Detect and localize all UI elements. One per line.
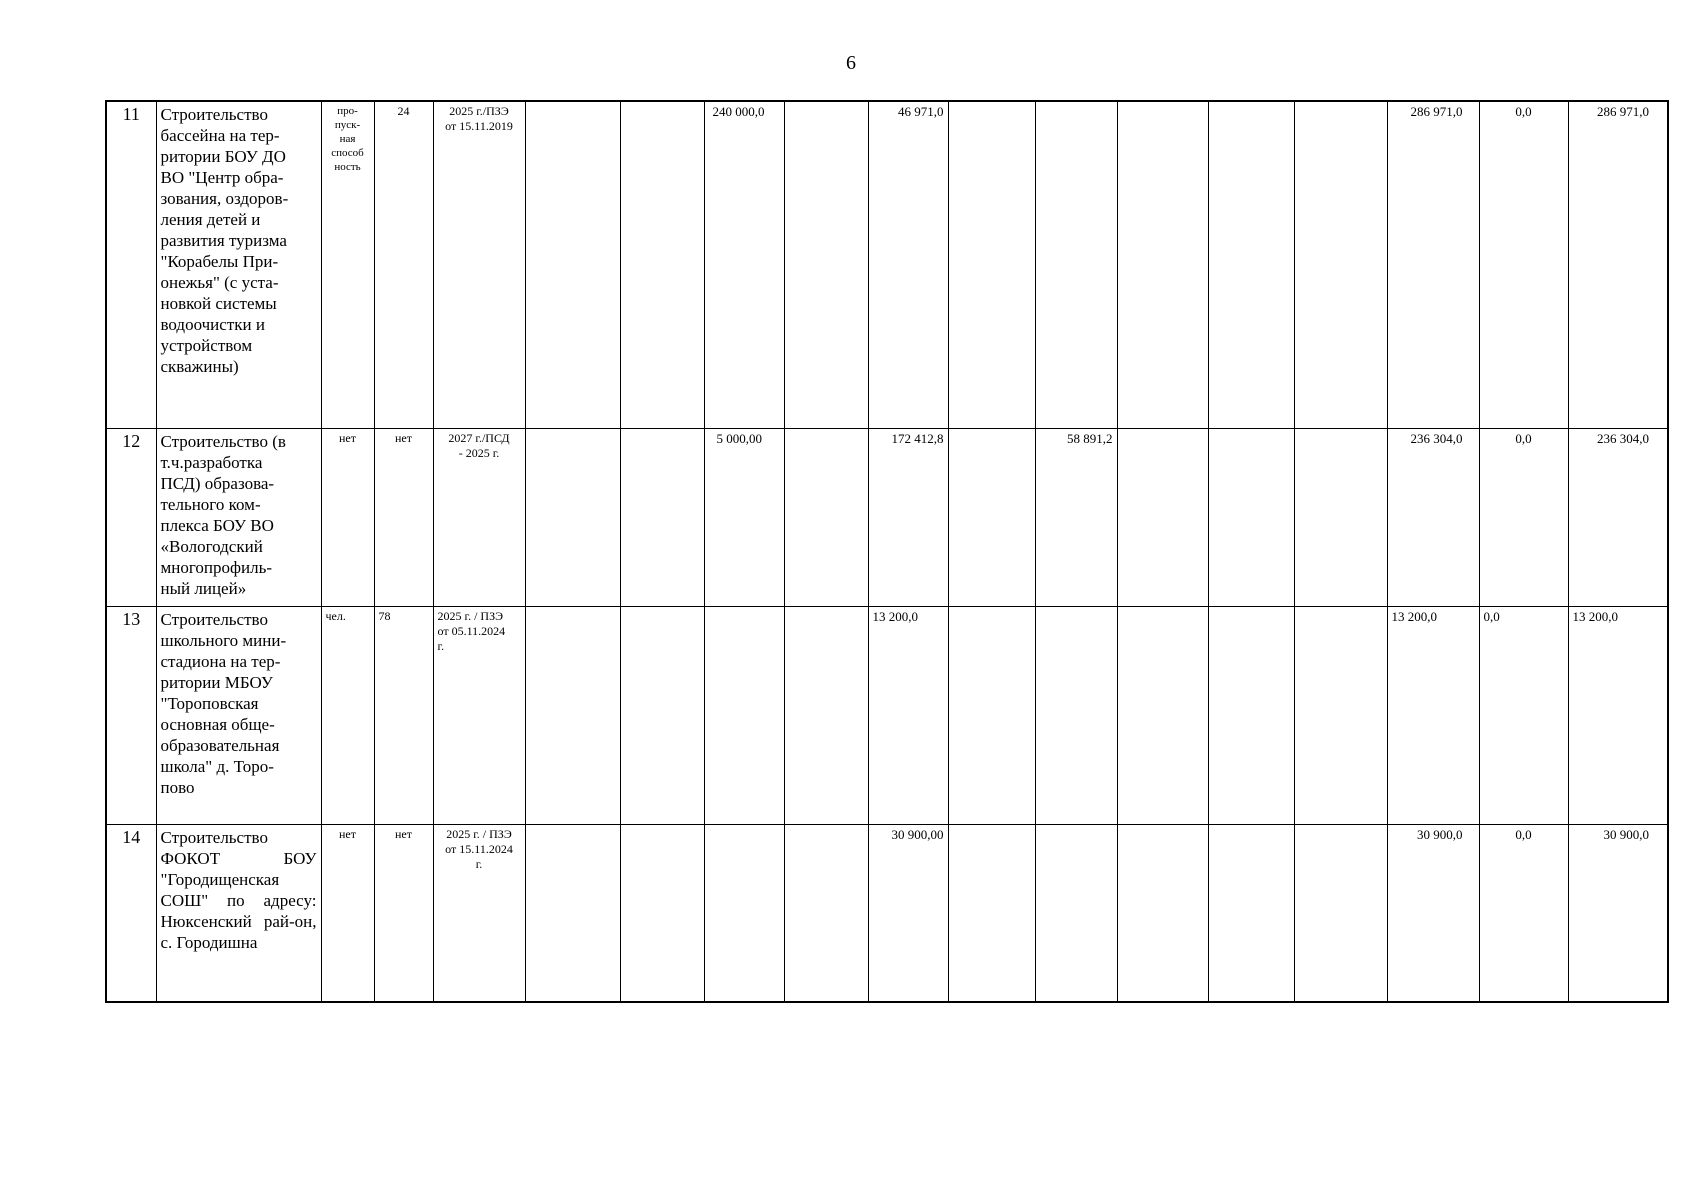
empty-cell [1294,606,1387,824]
amount-c: 58 891,2 [1035,428,1117,606]
completion-period: 2027 г./ПСД - 2025 г. [433,428,525,606]
empty-cell [620,428,704,606]
capacity-unit: нет [321,428,374,606]
completion-period: 2025 г./ПЗЭ от 15.11.2019 [433,101,525,428]
row-number: 12 [106,428,156,606]
capacity-value: нет [374,428,433,606]
row-number: 14 [106,824,156,1002]
object-name: Строительство бассейна на тер- ритории БОУ ДО ВО "Центр обра- зования, оздоров- ления детей и развития туризма "Корабелы При- онежья" (с уста- новкой системы водоочистки и устройством скважины) [156,101,321,428]
amount-a [704,606,784,824]
empty-cell [948,101,1035,428]
total: 30 900,0 [1387,824,1479,1002]
row-number: 11 [106,101,156,428]
row-number: 13 [106,606,156,824]
amount-b: 172 412,8 [868,428,948,606]
amount-b: 30 900,00 [868,824,948,1002]
empty-cell [1294,428,1387,606]
amount-a [704,824,784,1002]
zero-value: 0,0 [1479,824,1568,1002]
empty-cell [620,101,704,428]
table-row [106,101,1668,428]
empty-cell [1117,606,1208,824]
capacity-unit: чел. [321,606,374,824]
empty-cell [1117,101,1208,428]
empty-cell [784,824,868,1002]
capacity-unit: нет [321,824,374,1002]
capacity-value: 24 [374,101,433,428]
empty-cell [784,428,868,606]
total-2: 236 304,0 [1568,428,1668,606]
amount-b: 13 200,0 [868,606,948,824]
empty-cell [1117,824,1208,1002]
empty-cell [1208,824,1294,1002]
amount-c [1035,606,1117,824]
zero-value: 0,0 [1479,428,1568,606]
amount-c [1035,824,1117,1002]
object-name: Строительство школьного мини- стадиона на тер- ритории МБОУ "Тороповская основная обще- образовательная школа" д. Торо- пово [156,606,321,824]
empty-cell [1294,101,1387,428]
object-name: Строительство ФОКОТ БОУ "Городищенская СОШ" по адресу: Нюксенский рай-он, с. Городишна [156,824,321,1002]
zero-value: 0,0 [1479,101,1568,428]
empty-cell [525,101,620,428]
amount-a: 240 000,0 [704,101,784,428]
empty-cell [784,101,868,428]
empty-cell [525,824,620,1002]
empty-cell [948,428,1035,606]
page-number: 6 [846,52,856,74]
empty-cell [1294,824,1387,1002]
empty-cell [620,824,704,1002]
empty-cell [1208,428,1294,606]
completion-period: 2025 г. / ПЗЭ от 15.11.2024 г. [433,824,525,1002]
total-2: 13 200,0 [1568,606,1668,824]
amount-b: 46 971,0 [868,101,948,428]
empty-cell [525,428,620,606]
empty-cell [948,824,1035,1002]
empty-cell [620,606,704,824]
empty-cell [1117,428,1208,606]
empty-cell [1208,606,1294,824]
zero-value: 0,0 [1479,606,1568,824]
amount-c [1035,101,1117,428]
capacity-value: нет [374,824,433,1002]
capacity-unit: про- пуск- ная способ ность [321,101,374,428]
empty-cell [784,606,868,824]
total: 286 971,0 [1387,101,1479,428]
completion-period: 2025 г. / ПЗЭ от 05.11.2024 г. [433,606,525,824]
total-2: 286 971,0 [1568,101,1668,428]
table-row [106,824,1668,1002]
total: 13 200,0 [1387,606,1479,824]
empty-cell [525,606,620,824]
capacity-value: 78 [374,606,433,824]
total: 236 304,0 [1387,428,1479,606]
empty-cell [1208,101,1294,428]
amount-a: 5 000,00 [704,428,784,606]
investment-table [105,100,1669,1003]
table-row [106,606,1668,824]
table-row [106,428,1668,606]
empty-cell [948,606,1035,824]
object-name: Строительство (в т.ч.разработка ПСД) образова- тельного ком- плекса БОУ ВО «Вологодский многопрофиль- ный лицей» [156,428,321,606]
total-2: 30 900,0 [1568,824,1668,1002]
